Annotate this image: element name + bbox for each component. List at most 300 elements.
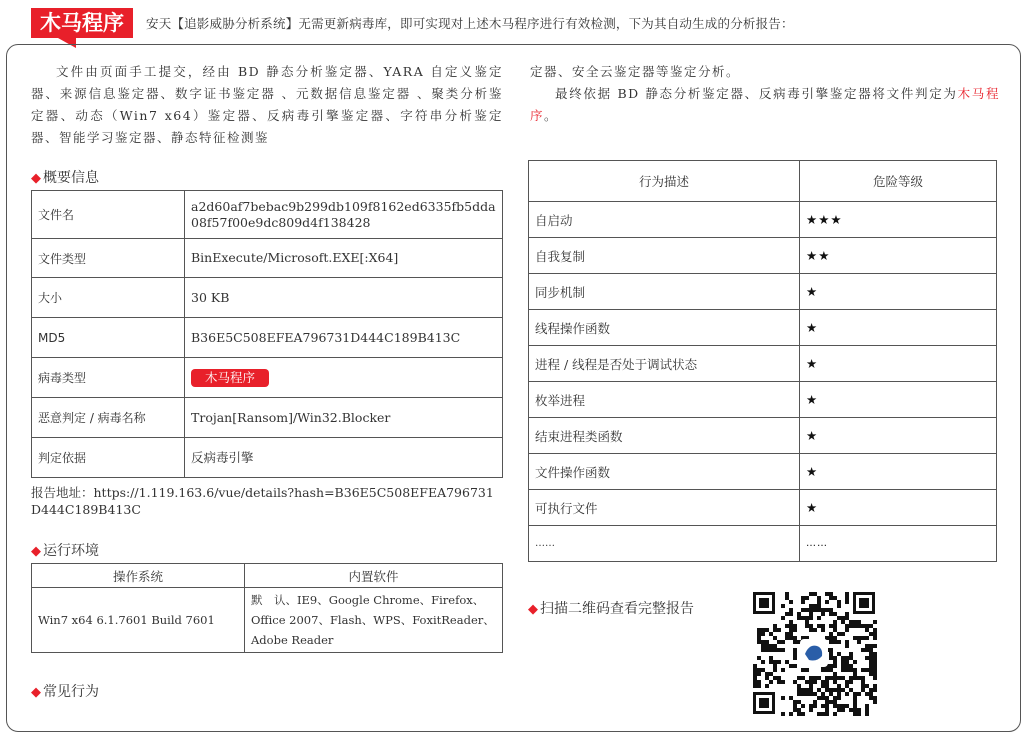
qr-module bbox=[837, 640, 841, 644]
risk-level-stars: ★ bbox=[800, 382, 997, 418]
table-row bbox=[32, 191, 503, 239]
qr-module bbox=[789, 712, 793, 716]
table-row bbox=[529, 382, 997, 418]
overview-value: a2d60af7bebac9b299db109f8162ed6335fb5dda08f57f00e9dc809d4f138428 bbox=[185, 191, 503, 239]
qr-module bbox=[825, 592, 829, 596]
qr-module bbox=[845, 596, 849, 600]
qr-module bbox=[841, 704, 845, 708]
qr-module bbox=[853, 712, 857, 716]
qr-module bbox=[829, 640, 833, 644]
qr-module bbox=[849, 652, 853, 656]
qr-module bbox=[793, 664, 797, 668]
qr-module bbox=[837, 616, 841, 620]
qr-module bbox=[829, 700, 833, 704]
qr-module bbox=[773, 648, 777, 652]
trojan-tag: 木马程序 bbox=[31, 8, 133, 38]
qr-module bbox=[789, 620, 793, 624]
risk-level-stars: ★ bbox=[800, 490, 997, 526]
qr-module bbox=[785, 592, 789, 596]
qr-module bbox=[873, 664, 877, 668]
qr-module bbox=[849, 668, 853, 672]
qr-module bbox=[789, 628, 793, 632]
qr-module bbox=[773, 628, 777, 632]
qr-module bbox=[857, 636, 861, 640]
qr-module bbox=[873, 628, 877, 632]
qr-module bbox=[829, 664, 833, 668]
qr-module bbox=[845, 692, 849, 696]
qr-module bbox=[809, 684, 813, 688]
common-behavior-title bbox=[31, 681, 99, 701]
risk-level-stars: ★ bbox=[800, 346, 997, 382]
qr-module bbox=[801, 676, 805, 680]
qr-module bbox=[761, 644, 765, 648]
qr-module bbox=[789, 600, 793, 604]
qr-module bbox=[833, 688, 837, 692]
qr-module bbox=[841, 668, 845, 672]
qr-code[interactable] bbox=[751, 590, 877, 716]
qr-module bbox=[817, 712, 821, 716]
qr-module bbox=[873, 688, 877, 692]
qr-module bbox=[757, 632, 761, 636]
qr-module bbox=[809, 628, 813, 632]
qr-module bbox=[869, 648, 873, 652]
qr-module bbox=[845, 684, 849, 688]
qr-module bbox=[805, 688, 809, 692]
qr-module bbox=[769, 648, 773, 652]
qr-module bbox=[873, 668, 877, 672]
qr-module bbox=[821, 668, 825, 672]
qr-module bbox=[773, 644, 777, 648]
overview-table bbox=[31, 190, 503, 478]
qr-module bbox=[757, 668, 761, 672]
qr-module bbox=[825, 700, 829, 704]
qr-module bbox=[853, 668, 857, 672]
qr-module bbox=[873, 636, 877, 640]
qr-module bbox=[857, 676, 861, 680]
qr-module bbox=[869, 688, 873, 692]
qr-module bbox=[809, 604, 813, 608]
risk-level-stars: ★ bbox=[800, 418, 997, 454]
qr-module bbox=[873, 656, 877, 660]
qr-module bbox=[821, 680, 825, 684]
qr-module bbox=[869, 696, 873, 700]
qr-module bbox=[829, 596, 833, 600]
qr-module bbox=[841, 616, 845, 620]
qr-module bbox=[785, 612, 789, 616]
behavior-desc: 可执行文件 bbox=[529, 490, 800, 526]
qr-module bbox=[861, 688, 865, 692]
qr-module bbox=[829, 676, 833, 680]
overview-value bbox=[185, 358, 503, 398]
behavior-table bbox=[528, 160, 997, 562]
qr-module bbox=[757, 656, 761, 660]
qr-module bbox=[817, 696, 821, 700]
qr-module bbox=[853, 700, 857, 704]
intro-right-conclusion bbox=[530, 83, 1000, 127]
qr-module bbox=[781, 696, 785, 700]
qr-module bbox=[785, 596, 789, 600]
qr-module bbox=[841, 664, 845, 668]
qr-module bbox=[801, 704, 805, 708]
qr-module bbox=[813, 700, 817, 704]
table-row bbox=[529, 418, 997, 454]
qr-module bbox=[865, 684, 869, 688]
qr-module bbox=[837, 676, 841, 680]
qr-module bbox=[781, 648, 785, 652]
risk-level-stars: ★ bbox=[800, 274, 997, 310]
table-row bbox=[529, 526, 997, 562]
qr-module bbox=[753, 684, 757, 688]
qr-module bbox=[765, 672, 769, 676]
qr-module bbox=[865, 656, 869, 660]
qr-module bbox=[849, 676, 853, 680]
qr-module bbox=[793, 708, 797, 712]
qr-module bbox=[861, 648, 865, 652]
qr-module bbox=[781, 604, 785, 608]
qr-module bbox=[789, 632, 793, 636]
qr-module bbox=[793, 680, 797, 684]
behavior-header-desc: 行为描述 bbox=[529, 161, 800, 202]
qr-module bbox=[781, 616, 785, 620]
qr-module bbox=[813, 608, 817, 612]
qr-module bbox=[797, 612, 801, 616]
conclusion-highlight: 木马程序 bbox=[530, 86, 1000, 123]
environment-title-text: 运行环境 bbox=[43, 543, 99, 559]
table-row bbox=[529, 346, 997, 382]
table-row bbox=[32, 358, 503, 398]
qr-module bbox=[805, 692, 809, 696]
qr-module bbox=[833, 680, 837, 684]
qr-module bbox=[793, 648, 797, 652]
qr-module bbox=[873, 700, 877, 704]
qr-module bbox=[765, 648, 769, 652]
qr-module bbox=[773, 636, 777, 640]
behavior-desc: 结束进程类函数 bbox=[529, 418, 800, 454]
qr-module bbox=[849, 664, 853, 668]
table-row bbox=[529, 490, 997, 526]
qr-module bbox=[821, 628, 825, 632]
qr-module bbox=[793, 700, 797, 704]
qr-module bbox=[789, 636, 793, 640]
qr-module bbox=[753, 676, 757, 680]
qr-module bbox=[841, 708, 845, 712]
qr-module bbox=[837, 684, 841, 688]
overview-key: 文件类型 bbox=[32, 239, 185, 278]
qr-module bbox=[797, 700, 801, 704]
qr-module bbox=[793, 628, 797, 632]
qr-module bbox=[845, 680, 849, 684]
qr-module bbox=[753, 664, 757, 668]
intro-right-line1: 定器、安全云鉴定器等鉴定分析。 bbox=[530, 64, 741, 79]
qr-module bbox=[833, 596, 837, 600]
qr-module bbox=[801, 600, 805, 604]
qr-module bbox=[761, 640, 765, 644]
qr-module bbox=[793, 652, 797, 656]
qr-module bbox=[785, 632, 789, 636]
qr-module bbox=[769, 660, 773, 664]
qr-module bbox=[821, 684, 825, 688]
qr-module bbox=[785, 660, 789, 664]
qr-module bbox=[785, 624, 789, 628]
qr-module bbox=[841, 656, 845, 660]
qr-module bbox=[801, 712, 805, 716]
qr-module bbox=[801, 616, 805, 620]
qr-module bbox=[833, 712, 837, 716]
qr-module bbox=[777, 660, 781, 664]
overview-title bbox=[31, 167, 99, 187]
qr-module bbox=[821, 608, 825, 612]
qr-module bbox=[865, 624, 869, 628]
qr-module bbox=[809, 616, 813, 620]
qr-module bbox=[865, 628, 869, 632]
qr-module bbox=[825, 708, 829, 712]
qr-module bbox=[849, 620, 853, 624]
qr-module bbox=[837, 696, 841, 700]
qr-module bbox=[773, 624, 777, 628]
qr-module bbox=[837, 692, 841, 696]
qr-module bbox=[829, 636, 833, 640]
qr-module bbox=[869, 644, 873, 648]
qr-module bbox=[861, 680, 865, 684]
table-row bbox=[32, 278, 503, 318]
diamond-icon: ◆ bbox=[31, 685, 41, 700]
qr-module bbox=[777, 648, 781, 652]
qr-module bbox=[793, 656, 797, 660]
qr-module bbox=[777, 628, 781, 632]
qr-module bbox=[853, 624, 857, 628]
qr-module bbox=[849, 688, 853, 692]
qr-module bbox=[809, 708, 813, 712]
qr-module bbox=[757, 672, 761, 676]
qr-module bbox=[869, 652, 873, 656]
qr-module bbox=[805, 620, 809, 624]
qr-module bbox=[757, 684, 761, 688]
qr-module bbox=[825, 680, 829, 684]
qr-module bbox=[833, 640, 837, 644]
qr-module bbox=[761, 660, 765, 664]
environment-table bbox=[31, 563, 503, 653]
qr-module bbox=[781, 712, 785, 716]
qr-module bbox=[861, 636, 865, 640]
overview-value: 30 KB bbox=[185, 278, 503, 318]
qr-module bbox=[833, 612, 837, 616]
qr-module bbox=[841, 632, 845, 636]
qr-module bbox=[793, 636, 797, 640]
qr-module bbox=[817, 600, 821, 604]
qr-module bbox=[829, 648, 833, 652]
qr-module bbox=[765, 628, 769, 632]
qr-module bbox=[837, 688, 841, 692]
qr-module bbox=[765, 676, 769, 680]
qr-module bbox=[765, 684, 769, 688]
qr-module bbox=[765, 644, 769, 648]
qr-module bbox=[797, 676, 801, 680]
qr-module bbox=[801, 692, 805, 696]
table-row bbox=[529, 202, 997, 238]
qr-module bbox=[869, 656, 873, 660]
overview-key: 大小 bbox=[32, 278, 185, 318]
table-row bbox=[32, 588, 503, 653]
qr-module bbox=[809, 608, 813, 612]
qr-module bbox=[825, 696, 829, 700]
qr-module bbox=[837, 632, 841, 636]
qr-module bbox=[829, 656, 833, 660]
qr-module bbox=[869, 664, 873, 668]
qr-module bbox=[769, 680, 773, 684]
qr-module bbox=[857, 712, 861, 716]
qr-module bbox=[865, 712, 869, 716]
qr-module bbox=[853, 676, 857, 680]
overview-key: 恶意判定 / 病毒名称 bbox=[32, 398, 185, 438]
qr-module bbox=[849, 708, 853, 712]
qr-module bbox=[845, 600, 849, 604]
qr-module bbox=[873, 660, 877, 664]
qr-module bbox=[785, 636, 789, 640]
qr-module bbox=[833, 696, 837, 700]
qr-module bbox=[865, 708, 869, 712]
qr-module bbox=[809, 624, 813, 628]
qr-module bbox=[853, 660, 857, 664]
qr-module bbox=[833, 656, 837, 660]
qr-module bbox=[773, 660, 777, 664]
qr-module bbox=[829, 668, 833, 672]
qr-module bbox=[761, 632, 765, 636]
qr-module bbox=[813, 680, 817, 684]
qr-module bbox=[869, 692, 873, 696]
qr-module bbox=[853, 620, 857, 624]
qr-module bbox=[761, 628, 765, 632]
overview-value: B36E5C508EFEA796731D444C189B413C bbox=[185, 318, 503, 358]
qr-module bbox=[797, 712, 801, 716]
qr-module bbox=[773, 668, 777, 672]
qr-module bbox=[825, 704, 829, 708]
table-row bbox=[32, 239, 503, 278]
qr-module bbox=[817, 596, 821, 600]
qr-module bbox=[857, 620, 861, 624]
qr-module bbox=[865, 636, 869, 640]
qr-module bbox=[757, 680, 761, 684]
risk-level-stars: …… bbox=[800, 526, 997, 562]
environment-title bbox=[31, 540, 99, 560]
qr-module bbox=[841, 660, 845, 664]
qr-module bbox=[769, 632, 773, 636]
behavior-desc: 线程操作函数 bbox=[529, 310, 800, 346]
qr-module bbox=[817, 608, 821, 612]
qr-module bbox=[869, 632, 873, 636]
qr-module bbox=[793, 640, 797, 644]
qr-module bbox=[809, 688, 813, 692]
qr-module bbox=[873, 672, 877, 676]
qr-module bbox=[769, 644, 773, 648]
qr-module bbox=[833, 664, 837, 668]
qr-module bbox=[769, 672, 773, 676]
table-row bbox=[529, 274, 997, 310]
qr-module bbox=[821, 624, 825, 628]
qr-module bbox=[805, 608, 809, 612]
qr-module bbox=[773, 664, 777, 668]
qr-module bbox=[865, 692, 869, 696]
qr-module bbox=[801, 596, 805, 600]
behavior-desc: 进程 / 线程是否处于调试状态 bbox=[529, 346, 800, 382]
qr-module bbox=[809, 612, 813, 616]
overview-key: MD5 bbox=[32, 318, 185, 358]
qr-module bbox=[761, 668, 765, 672]
qr-module bbox=[781, 640, 785, 644]
qr-module bbox=[829, 592, 833, 596]
qr-module bbox=[777, 640, 781, 644]
diamond-icon: ◆ bbox=[31, 544, 41, 559]
qr-module bbox=[861, 668, 865, 672]
qr-module bbox=[865, 644, 869, 648]
report-address: 报告地址：https://1.119.163.6/vue/details?hash=B36E5C508EFEA796731D444C189B413C bbox=[31, 485, 494, 517]
behavior-desc: 同步机制 bbox=[529, 274, 800, 310]
qr-module bbox=[777, 676, 781, 680]
overview-key: 病毒类型 bbox=[32, 358, 185, 398]
qr-module bbox=[789, 696, 793, 700]
qr-module bbox=[873, 632, 877, 636]
qr-module bbox=[825, 608, 829, 612]
qr-module bbox=[829, 652, 833, 656]
qr-module bbox=[833, 636, 837, 640]
qr-module bbox=[837, 600, 841, 604]
table-row bbox=[529, 161, 997, 202]
qr-module bbox=[829, 688, 833, 692]
qr-module bbox=[813, 604, 817, 608]
table-row bbox=[529, 238, 997, 274]
qr-module bbox=[817, 604, 821, 608]
qr-module bbox=[861, 624, 865, 628]
behavior-desc: …… bbox=[529, 526, 800, 562]
qr-module bbox=[825, 676, 829, 680]
qr-module bbox=[797, 708, 801, 712]
qr-module bbox=[869, 672, 873, 676]
qr-module bbox=[837, 708, 841, 712]
virus-type-badge: 木马程序 bbox=[191, 369, 269, 387]
qr-module bbox=[829, 692, 833, 696]
qr-module bbox=[789, 664, 793, 668]
qr-module bbox=[829, 612, 833, 616]
qr-module bbox=[873, 644, 877, 648]
qr-module bbox=[797, 688, 801, 692]
qr-module bbox=[777, 680, 781, 684]
qr-module bbox=[853, 672, 857, 676]
overview-value: Trojan[Ransom]/Win32.Blocker bbox=[185, 398, 503, 438]
qr-module bbox=[849, 624, 853, 628]
qr-module bbox=[845, 616, 849, 620]
qr-module bbox=[853, 696, 857, 700]
qr-module bbox=[837, 704, 841, 708]
risk-level-stars: ★ bbox=[800, 310, 997, 346]
table-row bbox=[32, 564, 503, 588]
qr-module bbox=[853, 708, 857, 712]
qr-module bbox=[797, 684, 801, 688]
env-os: Win7 x64 6.1.7601 Build 7601 bbox=[32, 588, 245, 653]
behavior-desc: 自启动 bbox=[529, 202, 800, 238]
qr-module bbox=[805, 616, 809, 620]
header-description: 安天【追影威胁分析系统】无需更新病毒库，即可实现对上述木马程序进行有效检测，下为其自动生成的分析报告： bbox=[146, 16, 794, 31]
qr-module bbox=[853, 692, 857, 696]
qr-module bbox=[825, 600, 829, 604]
qr-module bbox=[801, 668, 805, 672]
qr-module bbox=[861, 676, 865, 680]
qr-module bbox=[833, 672, 837, 676]
common-behavior-title-text: 常见行为 bbox=[43, 684, 99, 700]
risk-level-stars: ★★★ bbox=[800, 202, 997, 238]
qr-module bbox=[845, 656, 849, 660]
qr-module bbox=[829, 632, 833, 636]
qr-module bbox=[821, 612, 825, 616]
env-header-os: 操作系统 bbox=[32, 564, 245, 588]
